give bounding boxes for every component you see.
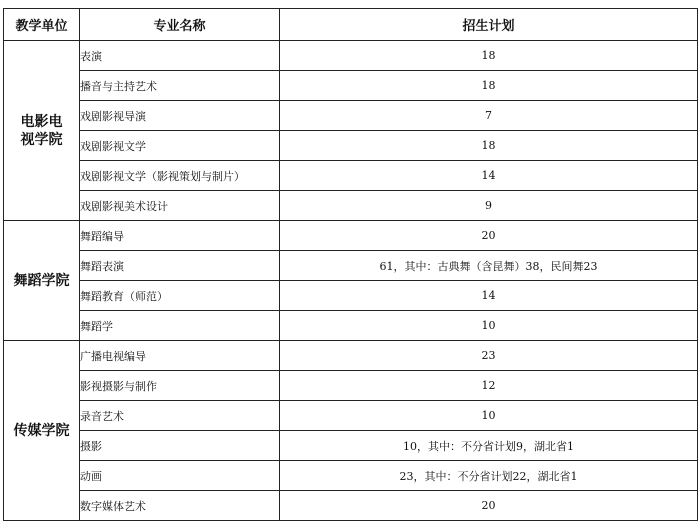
unit-label: 电影电视学院 [20,113,63,148]
table-row [4,431,698,461]
unit-label: 舞蹈学院 [13,272,70,289]
table-header-row [4,9,698,41]
table-row [4,131,698,161]
major-cell: 舞蹈学 [80,311,280,341]
major-cell: 摄影 [80,431,280,461]
plan-cell: 18 [280,131,698,161]
plan-cell: 18 [280,71,698,101]
table-row [4,101,698,131]
major-cell: 舞蹈表演 [80,251,280,281]
table-row [4,491,698,521]
plan-cell: 61，其中：古典舞（含昆舞）38，民间舞23 [280,251,698,281]
major-cell: 戏剧影视美术设计 [80,191,280,221]
plan-cell: 10 [280,311,698,341]
major-cell: 影视摄影与制作 [80,371,280,401]
table-row [4,251,698,281]
table-row [4,311,698,341]
plan-cell: 7 [280,101,698,131]
major-cell: 舞蹈教育（师范） [80,281,280,311]
major-cell: 戏剧影视文学 [80,131,280,161]
plan-cell: 20 [280,221,698,251]
plan-cell: 10 [280,401,698,431]
major-cell: 表演 [80,41,280,71]
major-cell: 广播电视编导 [80,341,280,371]
table-row [4,401,698,431]
major-cell: 播音与主持艺术 [80,71,280,101]
major-cell: 舞蹈编导 [80,221,280,251]
major-cell: 动画 [80,461,280,491]
major-cell: 录音艺术 [80,401,280,431]
plan-cell: 18 [280,41,698,71]
unit-cell-film-tv [4,41,80,221]
plan-cell: 9 [280,191,698,221]
plan-cell: 14 [280,161,698,191]
header-plan: 招生计划 [280,9,698,41]
table-row [4,461,698,491]
table-row [4,191,698,221]
table-row [4,71,698,101]
unit-cell-media [4,341,80,521]
plan-cell: 23，其中：不分省计划22，湖北省1 [280,461,698,491]
table-row [4,161,698,191]
table-row [4,221,698,251]
plan-cell: 23 [280,341,698,371]
major-cell: 戏剧影视导演 [80,101,280,131]
header-unit: 教学单位 [4,9,80,41]
unit-label: 传媒学院 [13,422,70,439]
plan-cell: 14 [280,281,698,311]
unit-cell-dance [4,221,80,341]
plan-cell: 20 [280,491,698,521]
table-row [4,41,698,71]
table-row [4,341,698,371]
plan-cell: 10，其中：不分省计划9，湖北省1 [280,431,698,461]
enrollment-plan-table [3,8,698,521]
table-row [4,281,698,311]
major-cell: 数字媒体艺术 [80,491,280,521]
header-major: 专业名称 [80,9,280,41]
plan-cell: 12 [280,371,698,401]
table-row [4,371,698,401]
major-cell: 戏剧影视文学（影视策划与制片） [80,161,280,191]
